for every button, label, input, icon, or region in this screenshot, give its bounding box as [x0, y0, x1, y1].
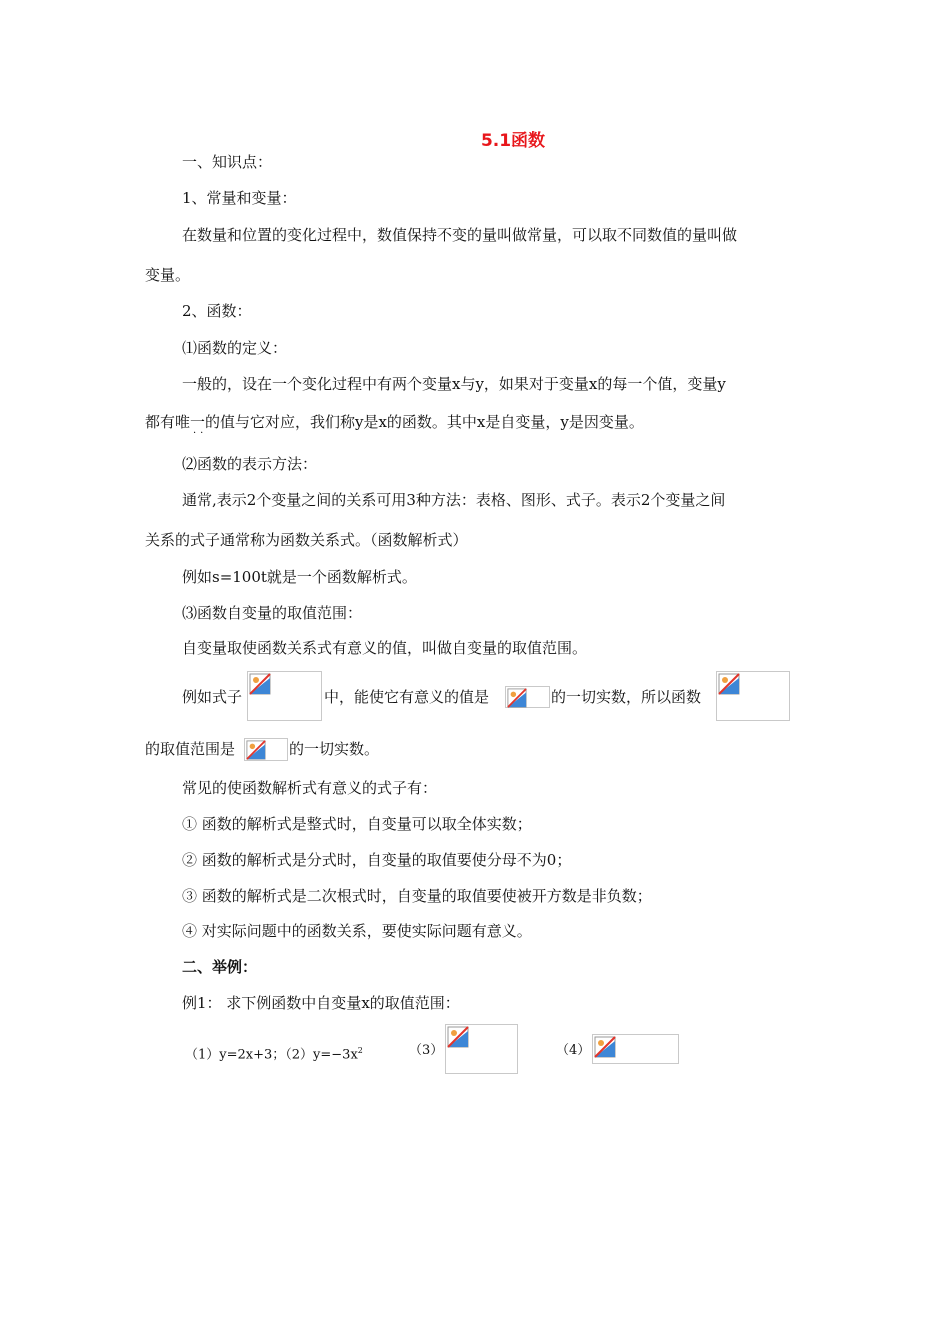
- example1-part3-label: （3）: [409, 1043, 444, 1058]
- rule-item: ② 函数的解析式是分式时，自变量的取值要使分母不为0；: [182, 851, 572, 869]
- formula-image-icon: [445, 1024, 518, 1074]
- example-text-part3: 的一切实数，所以函数: [551, 688, 702, 706]
- formula-image-icon: [592, 1034, 679, 1064]
- rule-item: ④ 对实际问题中的函数关系，要使实际问题有意义。: [182, 922, 532, 940]
- definition-heading: ⑴函数的定义：: [182, 339, 288, 357]
- item1-text-line1: 在数量和位置的变化过程中，数值保持不变的量叫做常量，可以取不同数值的量叫做: [182, 226, 738, 244]
- definition-text-line2: 都有唯一的值与它对应，我们称y是x的函数。其中x是自变量，y是因变量。: [145, 413, 644, 431]
- formula-image-icon: [244, 738, 288, 761]
- example1-part1-text: （1）y=2x+3；（2）y=−3x: [185, 1047, 358, 1063]
- example-text-part5: 的一切实数。: [289, 740, 380, 758]
- formula-image-icon: [247, 671, 322, 721]
- section2-heading: 二、举例：: [182, 958, 258, 976]
- item1-heading: 1、常量和变量：: [182, 189, 297, 207]
- range-text: 自变量取使函数关系式有意义的值，叫做自变量的取值范围。: [182, 639, 588, 657]
- example-text-part2: 中，能使它有意义的值是: [324, 688, 490, 706]
- emphasis-dots: ··: [193, 428, 208, 439]
- representation-text-line2: 关系的式子通常称为函数关系式。（函数解析式）: [145, 531, 468, 549]
- rule-item: ① 函数的解析式是整式时，自变量可以取全体实数；: [182, 815, 532, 833]
- item2-heading: 2、函数：: [182, 302, 252, 320]
- example-text-part1: 例如式子: [182, 688, 243, 706]
- representation-example: 例如s=100t就是一个函数解析式。: [182, 568, 417, 586]
- rule-item: ③ 函数的解析式是二次根式时，自变量的取值要使被开方数是非负数；: [182, 887, 652, 905]
- exponent: 2: [357, 1046, 363, 1055]
- definition-text-line1: 一般的，设在一个变化过程中有两个变量x与y，如果对于变量x的每一个值，变量y: [182, 375, 726, 393]
- example1-prompt: 例1： 求下例函数中自变量x的取值范围：: [182, 994, 460, 1012]
- representation-heading: ⑵函数的表示方法：: [182, 455, 318, 473]
- item1-text-line2: 变量。: [145, 266, 191, 284]
- section1-heading: 一、知识点：: [182, 153, 273, 171]
- common-heading: 常见的使函数解析式有意义的式子有：: [182, 779, 438, 797]
- example1-part1: [185, 1040, 363, 1066]
- example1-part4-label: （4）: [556, 1043, 591, 1058]
- representation-text-line1: 通常,表示2个变量之间的关系可用3种方法：表格、图形、式子。表示2个变量之间: [182, 491, 726, 509]
- formula-image-icon: [505, 686, 550, 708]
- example-text-part4: 的取值范围是: [145, 740, 236, 758]
- formula-image-icon: [716, 671, 790, 721]
- page-title: 5.1函数: [480, 131, 546, 151]
- range-heading: ⑶函数自变量的取值范围：: [182, 604, 363, 622]
